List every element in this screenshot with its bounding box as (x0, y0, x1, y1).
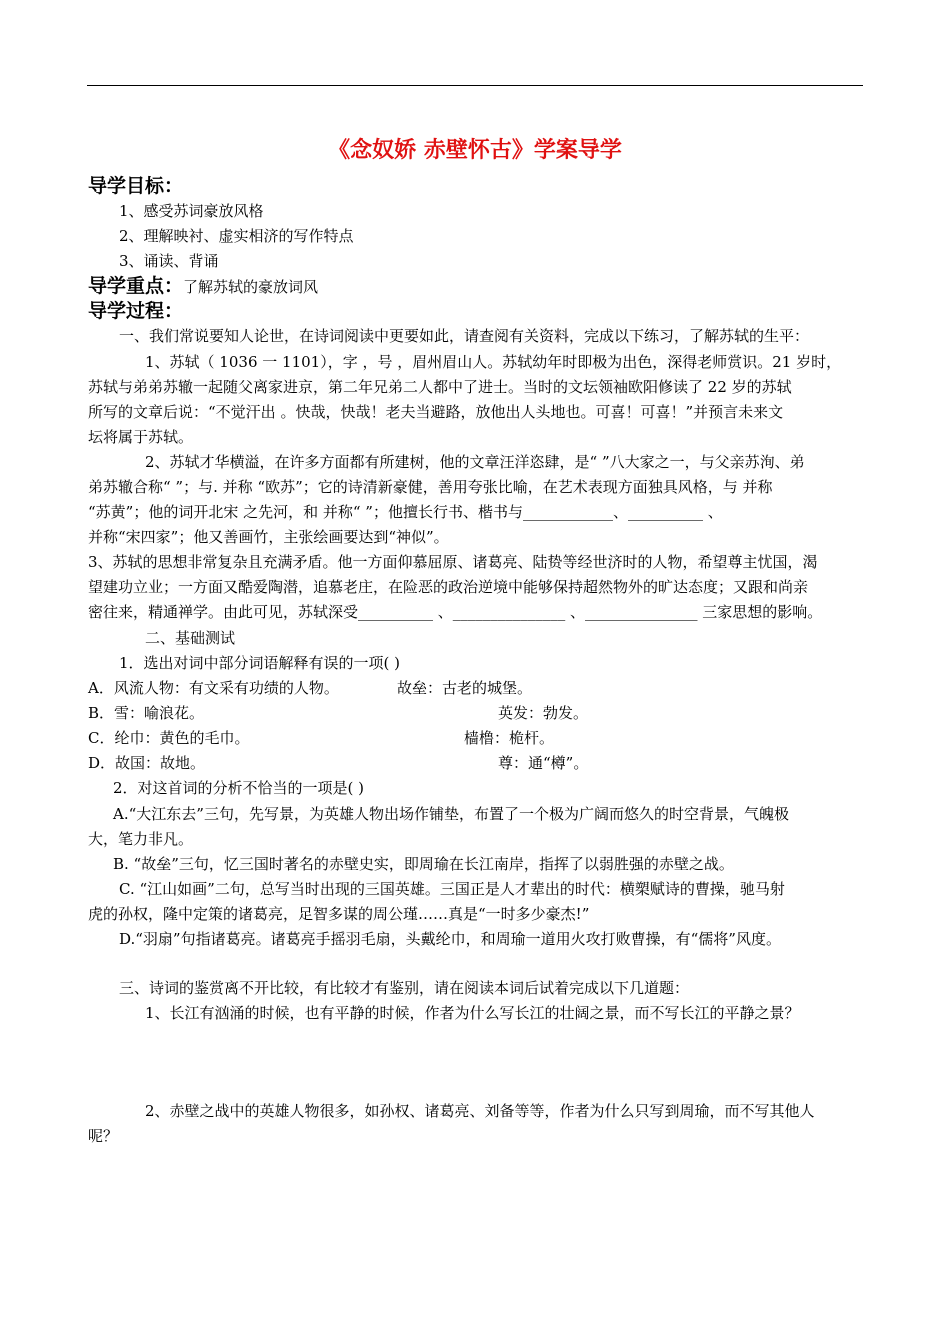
focus-heading (88, 274, 318, 299)
section1-p1-line: 所写的文章后说：“不觉汗出 。快哉，快哉！老夫当避路，放他出人头地也。可喜！可喜！”并预言未来文 (88, 403, 784, 421)
goals-heading: 导学目标： (88, 175, 184, 197)
section1-p1-line: 1、苏轼（ 1036 一 1101），字 ，号 ，眉州眉山人。苏轼幼年时即极为出色，深得老师赏识。21 岁时， (145, 353, 842, 371)
focus-text: 了解苏轼的豪放词风 (183, 278, 319, 296)
q1-option-left: D．故国：故地。 (88, 754, 206, 772)
q1-option-right: 英发：勃发。 (498, 704, 589, 722)
process-heading: 导学过程： (88, 300, 184, 322)
section3-q1: 1、长江有汹涌的时候，也有平静的时候，作者为什么写长江的壮阔之景，而不写长江的平静之景？ (145, 1004, 800, 1022)
section1-p3-line: 3、苏轼的思想非常复杂且充满矛盾。他一方面仰慕屈原、诸葛亮、陆贽等经世济时的人物，希望尊主忧国，渴 (88, 553, 818, 571)
q1-text: 1．选出对词中部分词语解释有误的一项( ) (119, 654, 401, 672)
q2-text: 2．对这首词的分析不恰当的一项是( ) (113, 779, 365, 797)
section1-p2-line: 2、苏轼才华横溢，在许多方面都有所建树，他的文章汪洋恣肆，是“ ”八大家之一，与父亲苏洵、弟 (145, 453, 805, 471)
q1-option-right: 故垒：古老的城堡。 (397, 679, 533, 697)
goal-item: 1、感受苏词豪放风格 (119, 202, 264, 220)
section1-p1-line: 苏轼与弟弟苏辙一起随父离家进京，第二年兄弟二人都中了进士。当时的文坛领袖欧阳修读了 22 岁的苏轼 (88, 378, 792, 396)
q2-option-line: A.“大江东去”三句，先写景，为英雄人物出场作铺垫，布置了一个极为广阔而悠久的时空背景，气魄极 (113, 805, 789, 823)
page-title: 《念奴娇 赤壁怀古》学案导学 (328, 138, 622, 163)
section1-p2-line: “苏黄”；他的词开北宋 之先河，和 并称“ ”；他擅长行书、楷书与____________、__________ 、 (88, 503, 723, 521)
section1-p2-line: 弟苏辙合称“ ”；与. 并称 “欧苏”；它的诗清新豪健，善用夸张比喻，在艺术表现方面独具风格，与 并称 (88, 478, 773, 496)
section1-p1-line: 坛将属于苏轼。 (88, 428, 194, 446)
q2-option-line: 大，笔力非凡。 (88, 830, 194, 848)
section3-q2-line: 2、赤壁之战中的英雄人物很多，如孙权、诸葛亮、刘备等等，作者为什么只写到周瑜，而不写其他人 (145, 1102, 815, 1120)
section2-heading: 二、基础测试 (145, 629, 236, 647)
section1-p3-line: 望建功立业；一方面又酷爱陶潜，追慕老庄，在险恶的政治逆境中能够保持超然物外的旷达态度；又跟和尚亲 (88, 578, 809, 596)
q1-option-left: B．雪：喻浪花。 (88, 704, 205, 722)
goal-item: 3、诵读、背诵 (119, 252, 219, 270)
goal-item: 2、理解映衬、虚实相济的写作特点 (119, 227, 354, 245)
section3-intro: 三、诗词的鉴赏离不开比较，有比较才有鉴别，请在阅读本词后试着完成以下几道题： (119, 979, 690, 997)
section1-p2-line: 并称“宋四家”；他又善画竹，主张绘画要达到“神似”。 (88, 528, 449, 546)
focus-label: 导学重点： (88, 275, 184, 297)
section3-q2-line: 呢？ (88, 1127, 119, 1145)
q1-option-right: 尊：通“樽”。 (498, 754, 589, 772)
top-rule (87, 85, 863, 86)
q2-option-line: C. “江山如画”二句，总写当时出现的三国英雄。三国正是人才辈出的时代：横槊赋诗的曹操，驰马射 (119, 880, 785, 898)
section1-intro: 一、我们常说要知人论世，在诗词阅读中更要如此，请查阅有关资料，完成以下练习，了解苏轼的生平： (119, 327, 810, 345)
q2-option-line: D.“羽扇”句指诸葛亮。诸葛亮手摇羽毛扇，头戴纶巾，和周瑜一道用火攻打败曹操，有“儒将”风度。 (119, 930, 781, 948)
q2-option-line: 虎的孙权，隆中定策的诸葛亮，足智多谋的周公瑾……真是“一时多少豪杰!” (88, 905, 590, 923)
q1-option-left: C．纶巾：黄色的毛巾。 (88, 729, 250, 747)
q1-option-right: 樯橹：桅杆。 (464, 729, 555, 747)
section1-p3-line: 密往来，精通禅学。由此可见，苏轼深受__________ 、_______________ 、_______________ 三家思想的影响。 (88, 603, 823, 621)
q2-option-line: B. “故垒”三句，忆三国时著名的赤壁史实，即周瑜在长江南岸，指挥了以弱胜强的赤壁之战。 (113, 855, 734, 873)
q1-option-left: A．风流人物：有文采有功绩的人物。 (88, 679, 339, 697)
